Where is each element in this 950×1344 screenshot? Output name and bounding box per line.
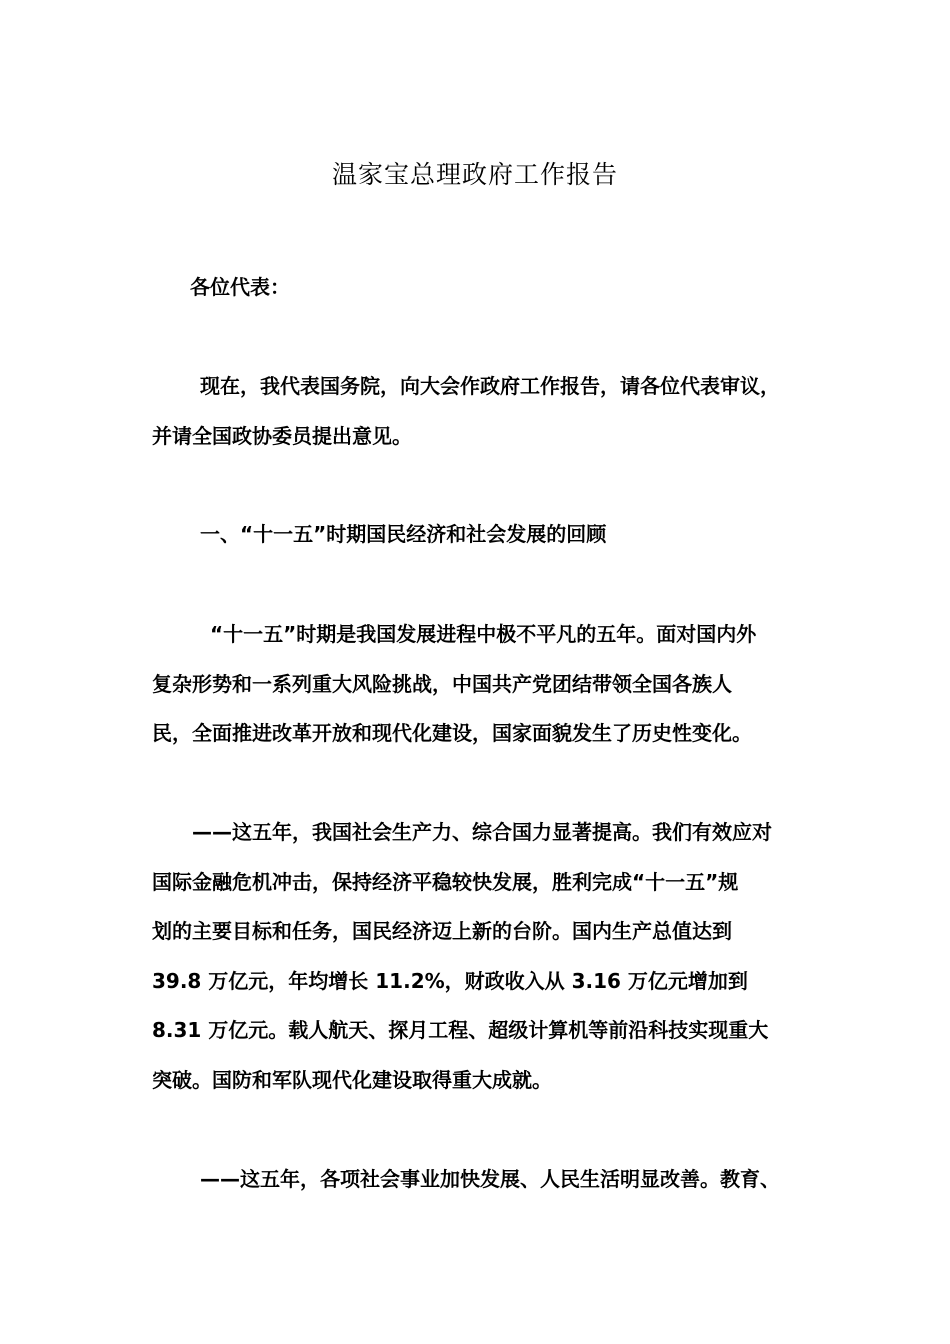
paragraph-line: 并请全国政协委员提出意见。 (152, 423, 412, 448)
section-heading-text: 一、“十一五”时期国民经济和社会发展的回顾 (200, 522, 607, 546)
paragraph-line: ——这五年，我国社会生产力、综合国力显著提高。我们有效应对 (192, 820, 772, 844)
paragraph-line: 现在，我代表国务院，向大会作政府工作报告，请各位代表审议， (200, 374, 780, 398)
paragraph-line: ——这五年，各项社会事业加快发展、人民生活明显改善。教育、 (200, 1167, 780, 1191)
paragraph-line: 国际金融危机冲击，保持经济平稳较快发展，胜利完成“十一五”规 (152, 869, 739, 894)
salutation (190, 263, 850, 313)
salutation-text: 各位代表： (190, 275, 290, 299)
section-heading (152, 510, 812, 560)
document-title: 温家宝总理政府工作报告 (331, 160, 618, 189)
paragraph-intro (152, 362, 812, 461)
paragraph-line: 39.8 万亿元，年均增长 11.2%，财政收入从 3.16 万亿元增加到 (152, 968, 748, 993)
paragraph-line: 复杂形势和一系列重大风险挑战，中国共产党团结带领全国各族人 (152, 671, 732, 696)
paragraph-line: 8.31 万亿元。载人航天、探月工程、超级计算机等前沿科技实现重大 (152, 1018, 769, 1042)
paragraph-review (152, 610, 812, 759)
paragraph-line: “十一五”时期是我国发展进程中极不平凡的五年。面对国内外 (210, 622, 757, 646)
paragraph-line: 突破。国防和军队现代化建设取得重大成就。 (152, 1067, 552, 1092)
paragraph-productivity (152, 808, 812, 1105)
paragraph-line: 划的主要目标和任务，国民经济迈上新的台阶。国内生产总值达到 (152, 919, 732, 943)
paragraph-line: 民，全面推进改革开放和现代化建设，国家面貌发生了历史性变化。 (152, 721, 752, 745)
paragraph-social (152, 1155, 812, 1205)
